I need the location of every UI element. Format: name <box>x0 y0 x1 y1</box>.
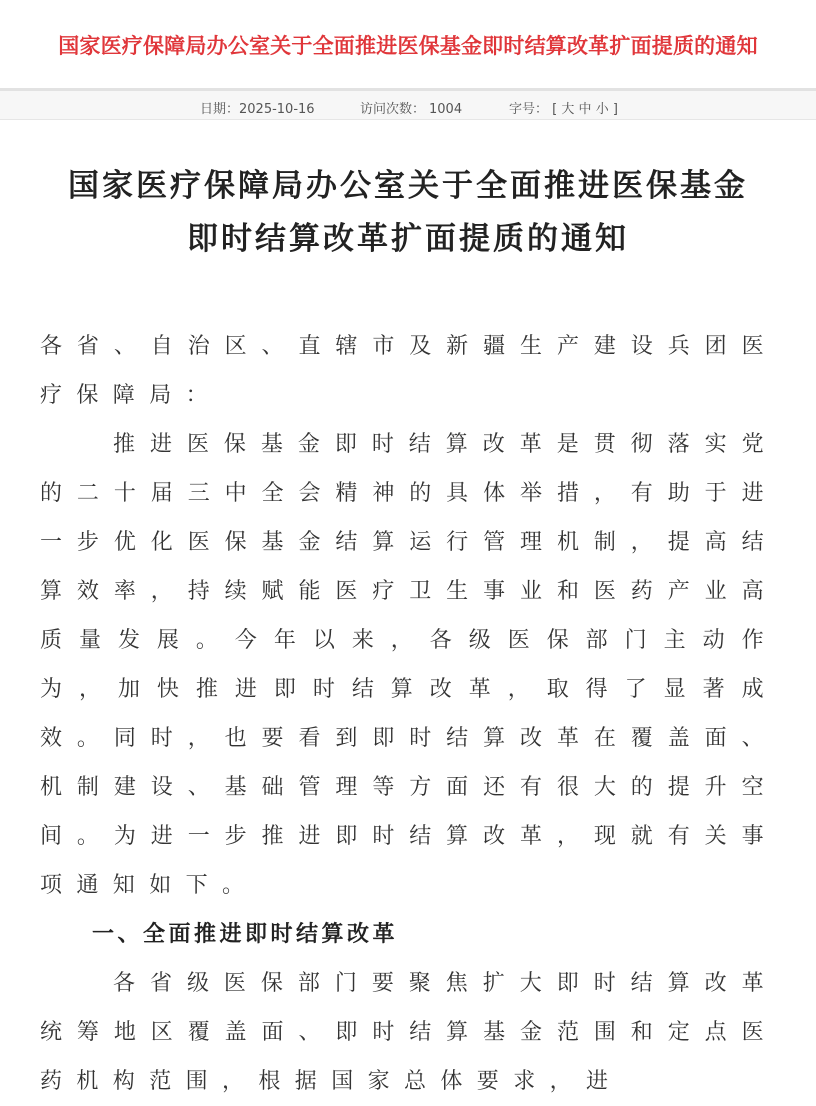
article-meta-bar <box>0 88 816 120</box>
article-title <box>0 160 816 266</box>
paragraph: 推进医保基金即时结算改革是贯彻落实党的二十届三中全会精神的具体举措，有助于进一步优化医保基金结算运行管理机制，提高结算效率，持续赋能医疗卫生事业和医药产业高质量发展。今年以来，各级医保部门主动作为，加快推进即时结算改革，取得了显著成效。同时，也要看到即时结算改革在覆盖面、机制建设、基础管理等方面还有很大的提升空间。为进一步推进即时结算改革，现就有关事项通知如下。 <box>40 432 778 898</box>
salutation: 各省、自治区、直辖市及新疆生产建设兵团医疗保障局： <box>40 334 778 408</box>
site-header-title: 国家医疗保障局办公室关于全面推进医保基金即时结算改革扩面提质的通知 <box>58 34 758 58</box>
bracket-close: ] <box>612 102 618 117</box>
font-size-label: 字号： <box>509 102 549 117</box>
article-title-line-1: 国家医疗保障局办公室关于全面推进医保基金 <box>68 168 748 204</box>
article-title-line-2: 即时结算改革扩面提质的通知 <box>187 221 629 257</box>
publish-date <box>200 98 315 117</box>
font-size-control <box>509 98 618 117</box>
visits-value: 1004 <box>429 102 463 117</box>
date-label: 日期： <box>200 102 240 117</box>
article-body <box>40 322 778 1106</box>
font-size-large-link[interactable]: 大 <box>561 102 575 117</box>
date-value: 2025-10-16 <box>239 102 315 117</box>
font-size-small-link[interactable]: 小 <box>595 102 609 117</box>
font-size-medium-link[interactable]: 中 <box>578 102 592 117</box>
bracket-open: [ <box>552 102 558 117</box>
section-heading: 一、全面推进即时结算改革 <box>92 922 399 947</box>
visit-count <box>360 98 462 117</box>
paragraph: 各省级医保部门要聚焦扩大即时结算改革统筹地区覆盖面、即时结算基金范围和定点医药机构范围，根据国家总体要求，进 <box>40 971 778 1094</box>
visits-label: 访问次数： <box>360 102 426 117</box>
